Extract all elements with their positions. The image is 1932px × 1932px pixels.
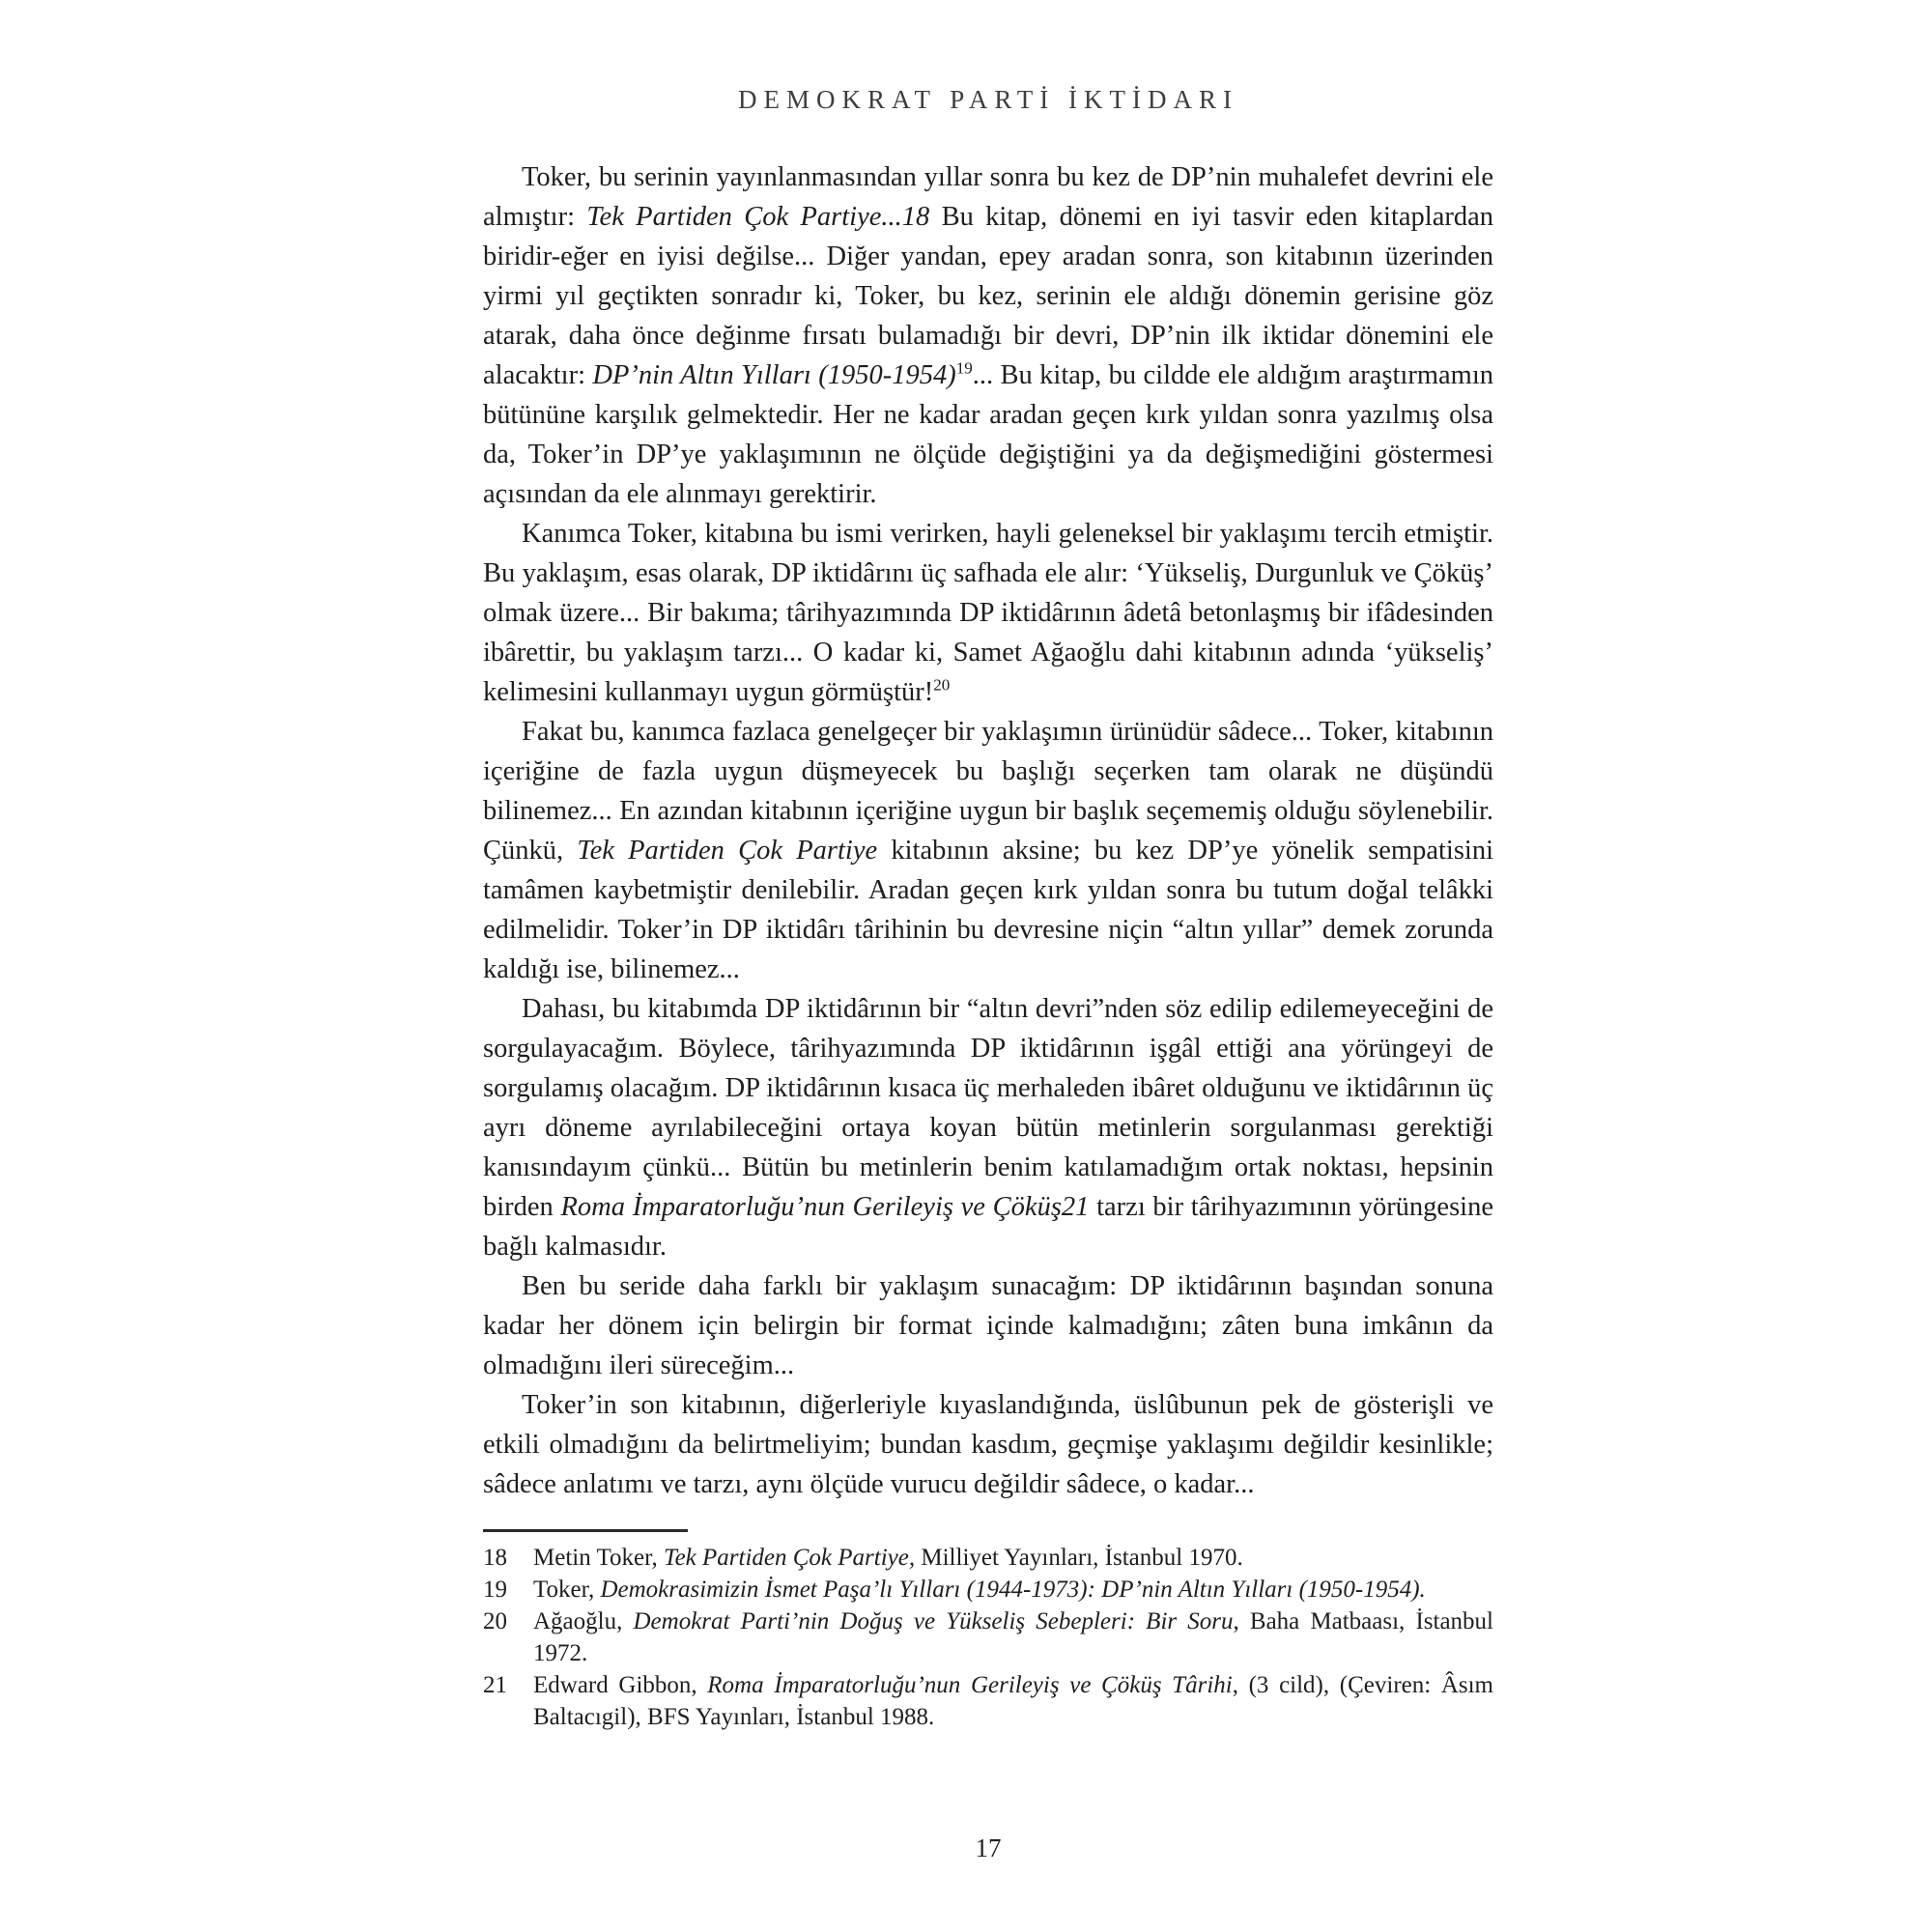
text-run: Ben bu seride daha farklı bir yaklaşım sunacağım: DP iktidârının başından sonuna kadar her dönem için belirgin bir format içinde kalmadığını; zâten buna imkânın da olmadığını ileri süreceğim... bbox=[483, 1271, 1493, 1380]
footnote bbox=[483, 1605, 1493, 1669]
italic-run: Demokrasimizin İsmet Paşa’lı Yılları (1944-1973): DP’nin Altın Yılları (1950-1954). bbox=[600, 1577, 1426, 1603]
footnote bbox=[483, 1574, 1493, 1605]
body-text bbox=[483, 157, 1493, 1504]
running-head: DEMOKRAT PARTİ İKTİDARI bbox=[738, 85, 1238, 114]
text-run: , (3 cild), (Çeviren: Âsım Baltacıgil), BFS Yayınları, İstanbul 1988. bbox=[533, 1672, 1493, 1730]
text-run: Edward Gibbon, bbox=[533, 1672, 708, 1698]
footnote-reference: 20 bbox=[933, 675, 951, 695]
paragraph bbox=[483, 514, 1493, 712]
text-run: Bu kitap, dönemi en iyi tasvir eden kitaplardan biridir-eğer en iyisi değilse... Diğer yandan, epey aradan sonra, son kitabının üzerinden yirmi yıl geçtikten sonradır ki, Toker, bu kez, serinin ele aldığı dönemin gerisine göz atarak, daha önce değinme fırsatı bulamadığı bir devri, DP’nin ilk iktidar dönemini ele alacaktır: bbox=[483, 202, 1493, 390]
footnote-separator bbox=[483, 1529, 688, 1532]
footnote bbox=[483, 1669, 1493, 1733]
text-run: Dahası, bu kitabımda DP iktidârının bir “altın devri”nden söz edilip edilemeyeceğini de sorgulayacağım. Böylece, târihyazımında DP iktidârının işgâl ettiği ana yörüngeyi de sorgulamış olacağım. DP iktidârının kısaca üç merhaleden ibâret olduğunu ve iktidârının üç ayrı döneme ayrılabileceğini ortaya koyan bütün metinlerin sorgulanması gerektiği kanısındayım çünkü... Bütün bu metinlerin benim katılamadığım ortak noktası, hepsinin birden bbox=[483, 994, 1493, 1222]
text-run: Ağaoğlu, bbox=[533, 1608, 634, 1634]
italic-run: Roma İmparatorluğu’nun Gerileyiş ve Çöküş21 bbox=[560, 1192, 1090, 1222]
text-run: Kanımca Toker, kitabına bu ismi verirken, hayli geleneksel bir yaklaşımı tercih etmiştir. Bu yaklaşım, esas olarak, DP iktidârını üç safhada ele alır: ‘Yükseliş, Durgunluk ve Çöküş’ olmak üzere... Bir bakıma; târihyazımında DP iktidârının âdetâ betonlaşmış bir ifâdesinden ibârettir, bu yaklaşım tarzı... O kadar ki, Samet Ağaoğlu dahi kitabının adında ‘yükseliş’ kelimesini kullanmayı uygun görmüştür! bbox=[483, 519, 1493, 707]
footnote bbox=[483, 1542, 1493, 1574]
text-run: Fakat bu, kanımca fazlaca genelgeçer bir yaklaşımın ürünüdür sâdece... Toker, kitabının içeriğine de fazla uygun düşmeyecek bu başlığı seçerken tam olarak ne düşündü bilinemez... En azından kitabının içeriğine uygun bir başlık seçememiş olduğu söylenebilir. Çünkü, bbox=[483, 717, 1493, 866]
text-run: , Baha Matbaası, İstanbul 1972. bbox=[533, 1608, 1493, 1666]
paragraph bbox=[483, 1266, 1493, 1385]
italic-run: Tek Partiden Çok Partiye...18 bbox=[586, 202, 930, 232]
text-run: Metin Toker, bbox=[533, 1545, 664, 1571]
italic-run: Tek Partiden Çok Partiye bbox=[577, 836, 878, 866]
footnote-reference: 19 bbox=[955, 358, 973, 378]
footnote-number: 18 bbox=[483, 1545, 507, 1571]
paragraph bbox=[483, 1385, 1493, 1504]
footnotes bbox=[483, 1542, 1493, 1733]
page-number: 17 bbox=[975, 1833, 1002, 1862]
paragraph bbox=[483, 157, 1493, 514]
text-run: Toker, bu serinin yayınlanmasından yıllar sonra bu kez de DP’nin muhalefet devrini ele almıştır: bbox=[483, 162, 1493, 232]
page-content bbox=[483, 0, 1493, 1733]
italic-run: Demokrat Parti’nin Doğuş ve Yükseliş Sebepleri: Bir Soru bbox=[633, 1608, 1234, 1634]
footnote-number: 19 bbox=[483, 1577, 507, 1603]
italic-run: Tek Partiden Çok Partiye, bbox=[663, 1545, 916, 1571]
text-run: Toker’in son kitabının, diğerleriyle kıyaslandığında, üslûbunun pek de gösterişli ve etkili olmadığını da belirtmeliyim; bundan kasdım, geçmişe yaklaşımı değildir kesinlikle; sâdece anlatımı ve tarzı, aynı ölçüde vurucu değildir sâdece, o kadar... bbox=[483, 1390, 1493, 1499]
paragraph bbox=[483, 712, 1493, 989]
footnote-number: 21 bbox=[483, 1672, 507, 1698]
text-run: kitabının aksine; bu kez DP’ye yönelik sempatisini tamâmen kaybetmiştir denilebilir. Aradan geçen kırk yıldan sonra bu tutum doğal telâkki edilmelidir. Toker’in DP iktidârı târihinin bu devresine niçin “altın yıllar” demek zorunda kaldığı ise, bilinemez... bbox=[483, 836, 1493, 984]
footnote-number: 20 bbox=[483, 1608, 507, 1634]
italic-run: DP’nin Altın Yılları (1950-1954) bbox=[592, 360, 956, 390]
text-run: Toker, bbox=[533, 1577, 601, 1603]
text-run: ... Bu kitap, bu cildde ele aldığım araştırmamın bütününe karşılık gelmektedir. Her ne kadar aradan geçen kırk yıldan sonra yazılmış olsa da, Toker’in DP’ye yaklaşımının ne ölçüde değiştiğini ya da değişmediğini göstermesi açısından da ele alınmayı gerektirir. bbox=[483, 360, 1493, 509]
paragraph bbox=[483, 989, 1493, 1266]
text-run: tarzı bir târihyazımının yörüngesine bağlı kalmasıdır. bbox=[483, 1192, 1493, 1262]
text-run: Milliyet Yayınları, İstanbul 1970. bbox=[915, 1545, 1243, 1571]
italic-run: Roma İmparatorluğu’nun Gerileyiş ve Çöküş Târihi bbox=[707, 1672, 1233, 1698]
